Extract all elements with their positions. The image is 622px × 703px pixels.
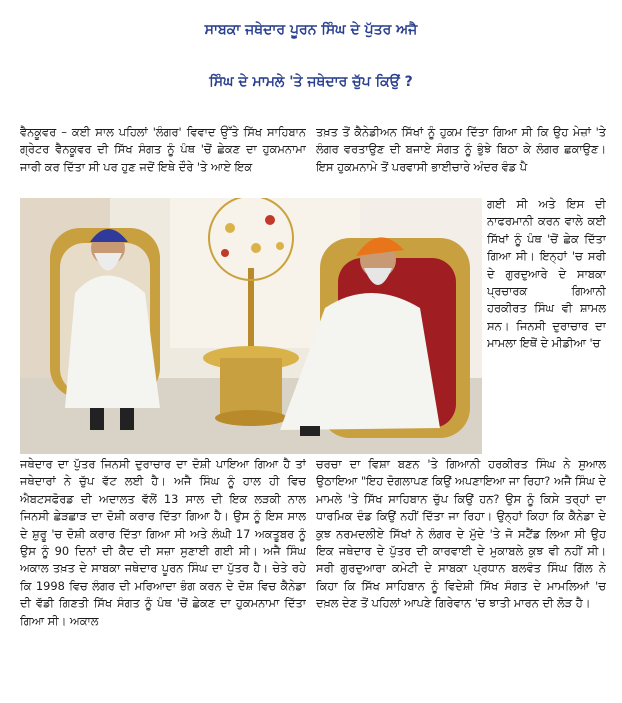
- article-text: ਚਰਚਾ ਦਾ ਵਿਸ਼ਾ ਬਣਨ 'ਤੇ ਗਿਆਨੀ ਹਰਕੀਰਤ ਸਿੰਘ ਨੇ ਸੁਆਲ ਉਠਾਇਆ "ਇਹ ਦੋਗਲਾਪਣ ਕਿਉਂ ਅਪਣਾਇਆ ਜਾ ਰਿਹਾ? ਅਜੈ ਸਿੰਘ ਦੇ ਮਾਮਲੇ 'ਤੇ ਸਿੱਖ ਸਾਹਿਬਾਨ ਚੁੱਪ ਕਿਉਂ ਹਨ? ਉਸ ਨੂੰ ਕਿਸੇ ਤਰ੍ਹਾਂ ਦਾ ਧਾਰਮਿਕ ਦੰਡ ਕਿਉਂ ਨਹੀਂ ਦਿੱਤਾ ਜਾ ਰਿਹਾ। ਉਨ੍ਹਾਂ ਕਿਹਾ ਕਿ ਕੈਨੇਡਾ ਦੇ ਕੁਝ ਨਰਮਦਲੀਏ ਸਿੱਖਾਂ ਨੇ ਲੰਗਰ ਦੇ ਮੁੱਦੇ 'ਤੇ ਜੋ ਸਟੈਂਡ ਲਿਆ ਸੀ ਉਹ ਇਕ ਜਥੇਦਾਰ ਦੇ ਪੁੱਤਰ ਦੀ ਕਾਰਵਾਈ ਦੇ ਮੁਕਾਬਲੇ ਕੁਝ ਵੀ ਨਹੀਂ ਸੀ। ਸਰੀ ਗੁਰਦੁਆਰਾ ਕਮੇਟੀ ਦੇ ਸਾਬਕਾ ਪ੍ਰਧਾਨ ਬਲਵੰਤ ਸਿੰਘ ਗਿੱਲ ਨੇ ਕਿਹਾ ਕਿ ਸਿੱਖ ਸਾਹਿਬਾਨ ਨੂੰ ਵਿਦੇਸ਼ੀ ਸਿੱਖ ਸੰਗਤ ਦੇ ਮਾਮਲਿਆਂ 'ਚ ਦਖ਼ਲ ਦੇਣ ਤੋਂ ਪਹਿਲਾਂ ਆਪਣੇ ਗਿਰੇਵਾਨ 'ਚ ਝਾਤੀ ਮਾਰਨ ਦੀ ਲੋੜ ਹੈ।: [316, 457, 606, 611]
- article-column-right-top: [316, 124, 606, 196]
- article-column-right-narrow: [487, 196, 606, 458]
- article-column-left-bottom: [20, 456, 306, 701]
- article-column-left-top: [20, 124, 306, 196]
- article-column-right-bottom: [316, 456, 606, 701]
- headline-line-2: ਸਿੰਘ ਦੇ ਮਾਮਲੇ 'ਤੇ ਜਥੇਦਾਰ ਚੁੱਪ ਕਿਉਂ ?: [209, 74, 413, 90]
- article-text: ਗਈ ਸੀ ਅਤੇ ਇਸ ਦੀ ਨਾਫਰਮਾਨੀ ਕਰਨ ਵਾਲੇ ਕਈ ਸਿੱਖਾਂ ਨੂੰ ਪੰਥ 'ਚੋਂ ਛੇਕ ਦਿੱਤਾ ਗਿਆ ਸੀ। ਇਨ੍ਹਾਂ 'ਚ ਸਰੀ ਦੇ ਗੁਰਦੁਆਰੇ ਦੇ ਸਾਬਕਾ ਪ੍ਰਚਾਰਕ ਗਿਆਨੀ ਹਰਕੀਰਤ ਸਿੰਘ ਵੀ ਸ਼ਾਮਲ ਸਨ। ਜਿਨਸੀ ਦੁਰਾਚਾਰ ਦਾ ਮਾਮਲਾ ਇਥੋਂ ਦੇ ਮੀਡੀਆ 'ਚ: [487, 197, 606, 351]
- news-photo: [20, 198, 482, 454]
- headline-line-1: ਸਾਬਕਾ ਜਥੇਦਾਰ ਪੂਰਨ ਸਿੰਘ ਦੇ ਪੁੱਤਰ ਅਜੈ: [204, 22, 418, 38]
- article-text: ਤਖ਼ਤ ਤੋਂ ਕੈਨੇਡੀਅਨ ਸਿੱਖਾਂ ਨੂੰ ਹੁਕਮ ਦਿੱਤਾ ਗਿਆ ਸੀ ਕਿ ਉਹ ਮੇਜ਼ਾਂ 'ਤੇ ਲੰਗਰ ਵਰਤਾਉਣ ਦੀ ਬਜਾਏ ਸੰਗਤ ਨੂੰ ਭੁੰਝੇ ਬਿਠਾ ਕੇ ਲੰਗਰ ਛਕਾਉਣ। ਇਸ ਹੁਕਮਨਾਮੇ ਤੋਂ ਪਰਵਾਸੀ ਭਾਈਚਾਰੇ ਅੰਦਰ ਵੰਡ ਪੈ: [316, 125, 606, 174]
- article-text: ਜਥੇਦਾਰ ਦਾ ਪੁੱਤਰ ਜਿਨਸੀ ਦੁਰਾਚਾਰ ਦਾ ਦੋਸ਼ੀ ਪਾਇਆ ਗਿਆ ਹੈ ਤਾਂ ਜਥੇਦਾਰਾਂ ਨੇ ਚੁੱਪ ਵੱਟ ਲਈ ਹੈ। ਅਜੈ ਸਿੰਘ ਨੂੰ ਹਾਲ ਹੀ ਵਿਚ ਐਬਟਸਫੋਰਡ ਦੀ ਅਦਾਲਤ ਵੱਲੋਂ 13 ਸਾਲ ਦੀ ਇਕ ਲੜਕੀ ਨਾਲ ਜਿਨਸੀ ਛੇੜਛਾੜ ਦਾ ਦੋਸ਼ੀ ਕਰਾਰ ਦਿੱਤਾ ਗਿਆ ਹੈ। ਉਸ ਨੂੰ ਇਸ ਸਾਲ ਦੇ ਸ਼ੁਰੂ 'ਚ ਦੋਸ਼ੀ ਕਰਾਰ ਦਿੱਤਾ ਗਿਆ ਸੀ ਅਤੇ ਲੰਘੀ 17 ਅਕਤੂਬਰ ਨੂੰ ਉਸ ਨੂੰ 90 ਦਿਨਾਂ ਦੀ ਕੈਦ ਦੀ ਸਜ਼ਾ ਸੁਣਾਈ ਗਈ ਸੀ। ਅਜੈ ਸਿੰਘ ਅਕਾਲ ਤਖ਼ਤ ਦੇ ਸਾਬਕਾ ਜਥੇਦਾਰ ਪੂਰਨ ਸਿੰਘ ਦਾ ਪੁੱਤਰ ਹੈ। ਚੇਤੇ ਰਹੇ ਕਿ 1998 ਵਿਚ ਲੰਗਰ ਦੀ ਮਰਿਆਦਾ ਭੰਗ ਕਰਨ ਦੇ ਦੋਸ਼ ਵਿਚ ਕੈਨੇਡਾ ਦੀ ਵੱਡੀ ਗਿਣਤੀ ਸਿੱਖ ਸੰਗਤ ਨੂੰ ਪੰਥ 'ਚੋਂ ਛੇਕਣ ਦਾ ਹੁਕਮਨਾਮਾ ਦਿੱਤਾ ਗਿਆ ਸੀ। ਅਕਾਲ: [20, 457, 306, 628]
- photo-illustration: [20, 198, 482, 454]
- headline: [0, 4, 622, 108]
- article-text: ਵੈਨਕੂਵਰ – ਕਈ ਸਾਲ ਪਹਿਲਾਂ 'ਲੰਗਰ' ਵਿਵਾਦ ਉੱਤੇ ਸਿੱਖ ਸਾਹਿਬਾਨ ਗ੍ਰੇਟਰ ਵੈਨਕੂਵਰ ਦੀ ਸਿੱਖ ਸੰਗਤ ਨੂੰ ਪੰਥ 'ਚੋਂ ਛੇਕਣ ਦਾ ਹੁਕਮਨਾਮਾ ਜਾਰੀ ਕਰ ਦਿੱਤਾ ਸੀ ਪਰ ਹੁਣ ਜਦੋਂ ਇਥੇ ਦੌਰੇ 'ਤੇ ਆਏ ਇਕ: [20, 125, 306, 174]
